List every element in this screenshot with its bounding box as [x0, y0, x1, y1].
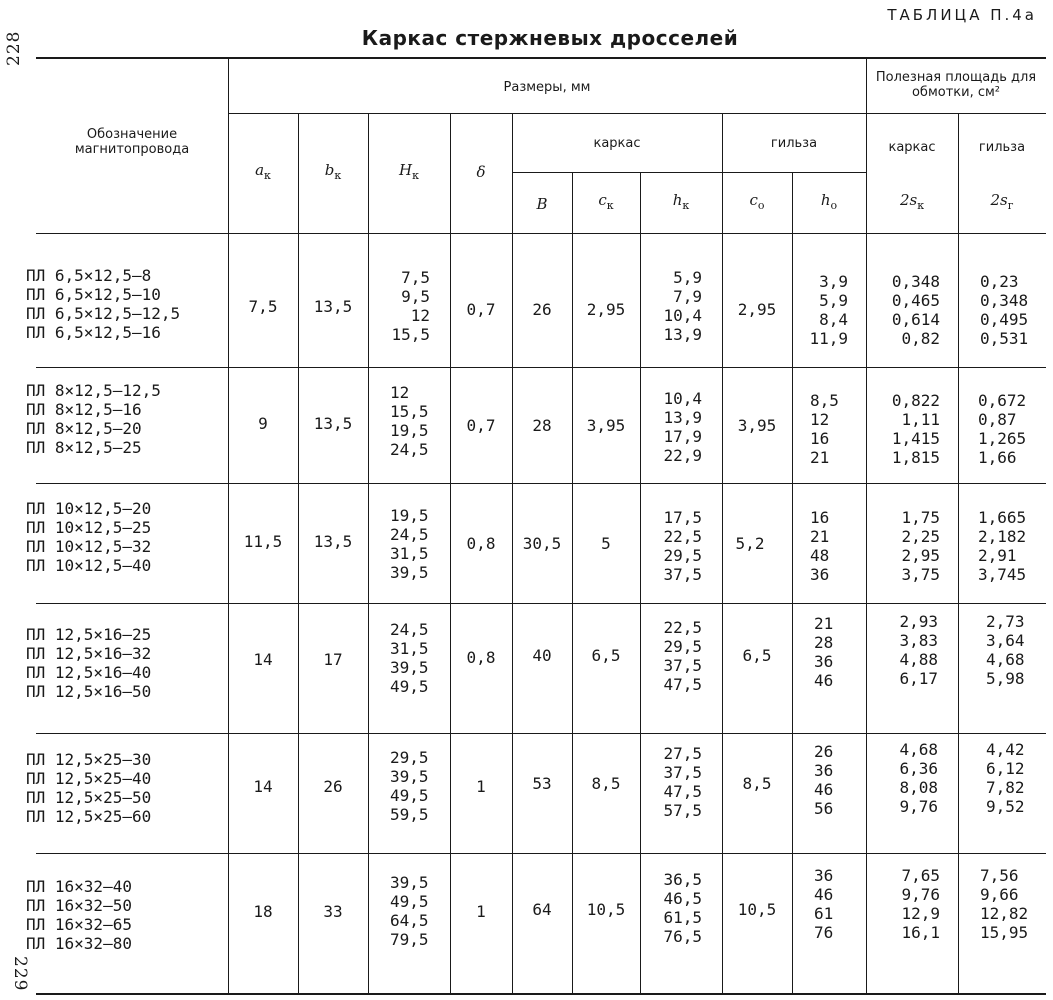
- cell-b: 33: [323, 902, 343, 921]
- cell-c: 3,95: [586, 416, 626, 435]
- cell-a: 9: [258, 414, 268, 433]
- header-c-k: $c_к$: [598, 191, 614, 212]
- cell-2s-g: 1,665 2,182 2,91 3,745: [978, 508, 1027, 584]
- header-H-k: $H_к$: [399, 161, 419, 182]
- designation-list: ПЛ 12,5×25—30 ПЛ 12,5×25—40 ПЛ 12,5×25—50 ПЛ 12,5×25—60: [26, 750, 152, 826]
- cell-a: 14: [253, 777, 273, 796]
- cell-H: 12 15,5 19,5 24,5: [390, 383, 429, 459]
- cell-h: 36,5 46,5 61,5 76,5: [663, 870, 702, 946]
- cell-c: 6,5: [591, 646, 621, 665]
- header-sleeve: гильза: [770, 136, 818, 151]
- cell-2s-g: 0,672 0,87 1,265 1,66: [978, 391, 1027, 467]
- cell-a: 14: [253, 650, 273, 669]
- cell-co: 10,5: [737, 900, 777, 919]
- header-dimensions: Размеры, мм: [503, 80, 591, 95]
- cell-b: 13,5: [313, 297, 353, 316]
- header-h-k: $h_к$: [672, 191, 690, 212]
- cell-B: 40: [532, 646, 552, 665]
- cell-h: 22,5 29,5 37,5 47,5: [663, 618, 702, 694]
- cell-delta: 1: [476, 777, 486, 796]
- header-c-o: $c_о$: [749, 191, 765, 212]
- cell-delta: 0,8: [466, 648, 496, 667]
- cell-2s-k: 2,93 3,83 4,88 6,17: [899, 612, 938, 688]
- cell-2s-g: 4,42 6,12 7,82 9,52: [986, 740, 1025, 816]
- designation-list: ПЛ 12,5×16—25 ПЛ 12,5×16—32 ПЛ 12,5×16—40 ПЛ 12,5×16—50: [26, 625, 152, 701]
- cell-c: 5: [601, 534, 611, 553]
- cell-2s-k: 7,65 9,76 12,9 16,1: [901, 866, 940, 942]
- cell-B: 26: [532, 300, 552, 319]
- cell-b: 13,5: [313, 532, 353, 551]
- cell-ho: 26 36 46 56: [814, 742, 834, 818]
- cell-delta: 1: [476, 902, 486, 921]
- cell-B: 28: [532, 416, 552, 435]
- header-b-k: $b_к$: [324, 161, 342, 182]
- header-designation: Обозначение магнитопровода: [74, 127, 190, 157]
- header-frame: каркас: [593, 136, 641, 151]
- header-area-sleeve: гильза: [978, 140, 1026, 155]
- cell-h: 5,9 7,9 10,4 13,9: [663, 268, 702, 344]
- cell-h: 17,5 22,5 29,5 37,5: [663, 508, 702, 584]
- header-useful-area: Полезная площадь для обмотки, см²: [875, 70, 1037, 100]
- cell-ho: 8,5 12 16 21: [810, 391, 839, 467]
- cell-b: 17: [323, 650, 343, 669]
- cell-2s-k: 0,348 0,465 0,614 0,82: [891, 272, 940, 348]
- cell-b: 26: [323, 777, 343, 796]
- cell-B: 64: [532, 900, 552, 919]
- cell-ho: 36 46 61 76: [814, 866, 834, 942]
- designation-list: ПЛ 10×12,5—20 ПЛ 10×12,5—25 ПЛ 10×12,5—32 ПЛ 10×12,5—40: [26, 499, 152, 575]
- cell-2s-g: 7,56 9,66 12,82 15,95: [980, 866, 1029, 942]
- cell-co: 8,5: [742, 774, 772, 793]
- header-h-o: $h_о$: [820, 191, 838, 212]
- cell-delta: 0,7: [466, 300, 496, 319]
- page-number-top: 228: [4, 30, 24, 66]
- cell-H: 39,5 49,5 64,5 79,5: [390, 873, 429, 949]
- cell-h: 10,4 13,9 17,9 22,9: [663, 389, 702, 465]
- cell-c: 8,5: [591, 774, 621, 793]
- page-title: Каркас стержневых дросселей: [361, 26, 739, 50]
- cell-B: 53: [532, 774, 552, 793]
- table-label: ТАБЛИЦА П.4а: [887, 6, 1037, 24]
- designation-list: ПЛ 8×12,5—12,5 ПЛ 8×12,5—16 ПЛ 8×12,5—20 ПЛ 8×12,5—25: [26, 381, 161, 457]
- cell-a: 11,5: [243, 532, 283, 551]
- designation-list: ПЛ 16×32—40 ПЛ 16×32—50 ПЛ 16×32—65 ПЛ 16×32—80: [26, 877, 132, 953]
- cell-delta: 0,8: [466, 534, 496, 553]
- cell-a: 18: [253, 902, 273, 921]
- cell-c: 2,95: [586, 300, 626, 319]
- cell-co: 6,5: [742, 646, 772, 665]
- cell-delta: 0,7: [466, 416, 496, 435]
- designation-list: ПЛ 6,5×12,5—8 ПЛ 6,5×12,5—10 ПЛ 6,5×12,5—12,5 ПЛ 6,5×12,5—16: [26, 266, 181, 342]
- cell-a: 7,5: [248, 297, 278, 316]
- cell-co: 3,95: [737, 416, 777, 435]
- cell-H: 24,5 31,5 39,5 49,5: [390, 620, 429, 696]
- cell-h: 27,5 37,5 47,5 57,5: [663, 744, 702, 820]
- cell-H: 29,5 39,5 49,5 59,5: [390, 748, 429, 824]
- cell-ho: 21 28 36 46: [814, 614, 834, 690]
- header-a-k: $a_к$: [255, 161, 271, 182]
- cell-B: 30,5: [522, 534, 562, 553]
- cell-ho: 3,9 5,9 8,4 11,9: [809, 272, 848, 348]
- header-2s-k: $2s_к$: [899, 191, 925, 212]
- cell-c: 10,5: [586, 900, 626, 919]
- cell-2s-g: 0,23 0,348 0,495 0,531: [980, 272, 1029, 348]
- cell-2s-k: 0,822 1,11 1,415 1,815: [891, 391, 940, 467]
- cell-2s-k: 1,75 2,25 2,95 3,75: [901, 508, 940, 584]
- cell-co: 5,2: [735, 534, 765, 553]
- header-delta: δ: [476, 163, 486, 181]
- cell-ho: 16 21 48 36: [810, 508, 830, 584]
- header-2s-g: $2s_г$: [990, 191, 1014, 212]
- cell-b: 13,5: [313, 414, 353, 433]
- cell-H: 7,5 9,5 12 15,5: [391, 268, 430, 344]
- header-area-frame: каркас: [888, 140, 936, 155]
- page-number-bottom: 229: [10, 956, 30, 992]
- cell-co: 2,95: [737, 300, 777, 319]
- header-B: B: [536, 195, 548, 213]
- cell-H: 19,5 24,5 31,5 39,5: [390, 506, 429, 582]
- cell-2s-k: 4,68 6,36 8,08 9,76: [899, 740, 938, 816]
- cell-2s-g: 2,73 3,64 4,68 5,98: [986, 612, 1025, 688]
